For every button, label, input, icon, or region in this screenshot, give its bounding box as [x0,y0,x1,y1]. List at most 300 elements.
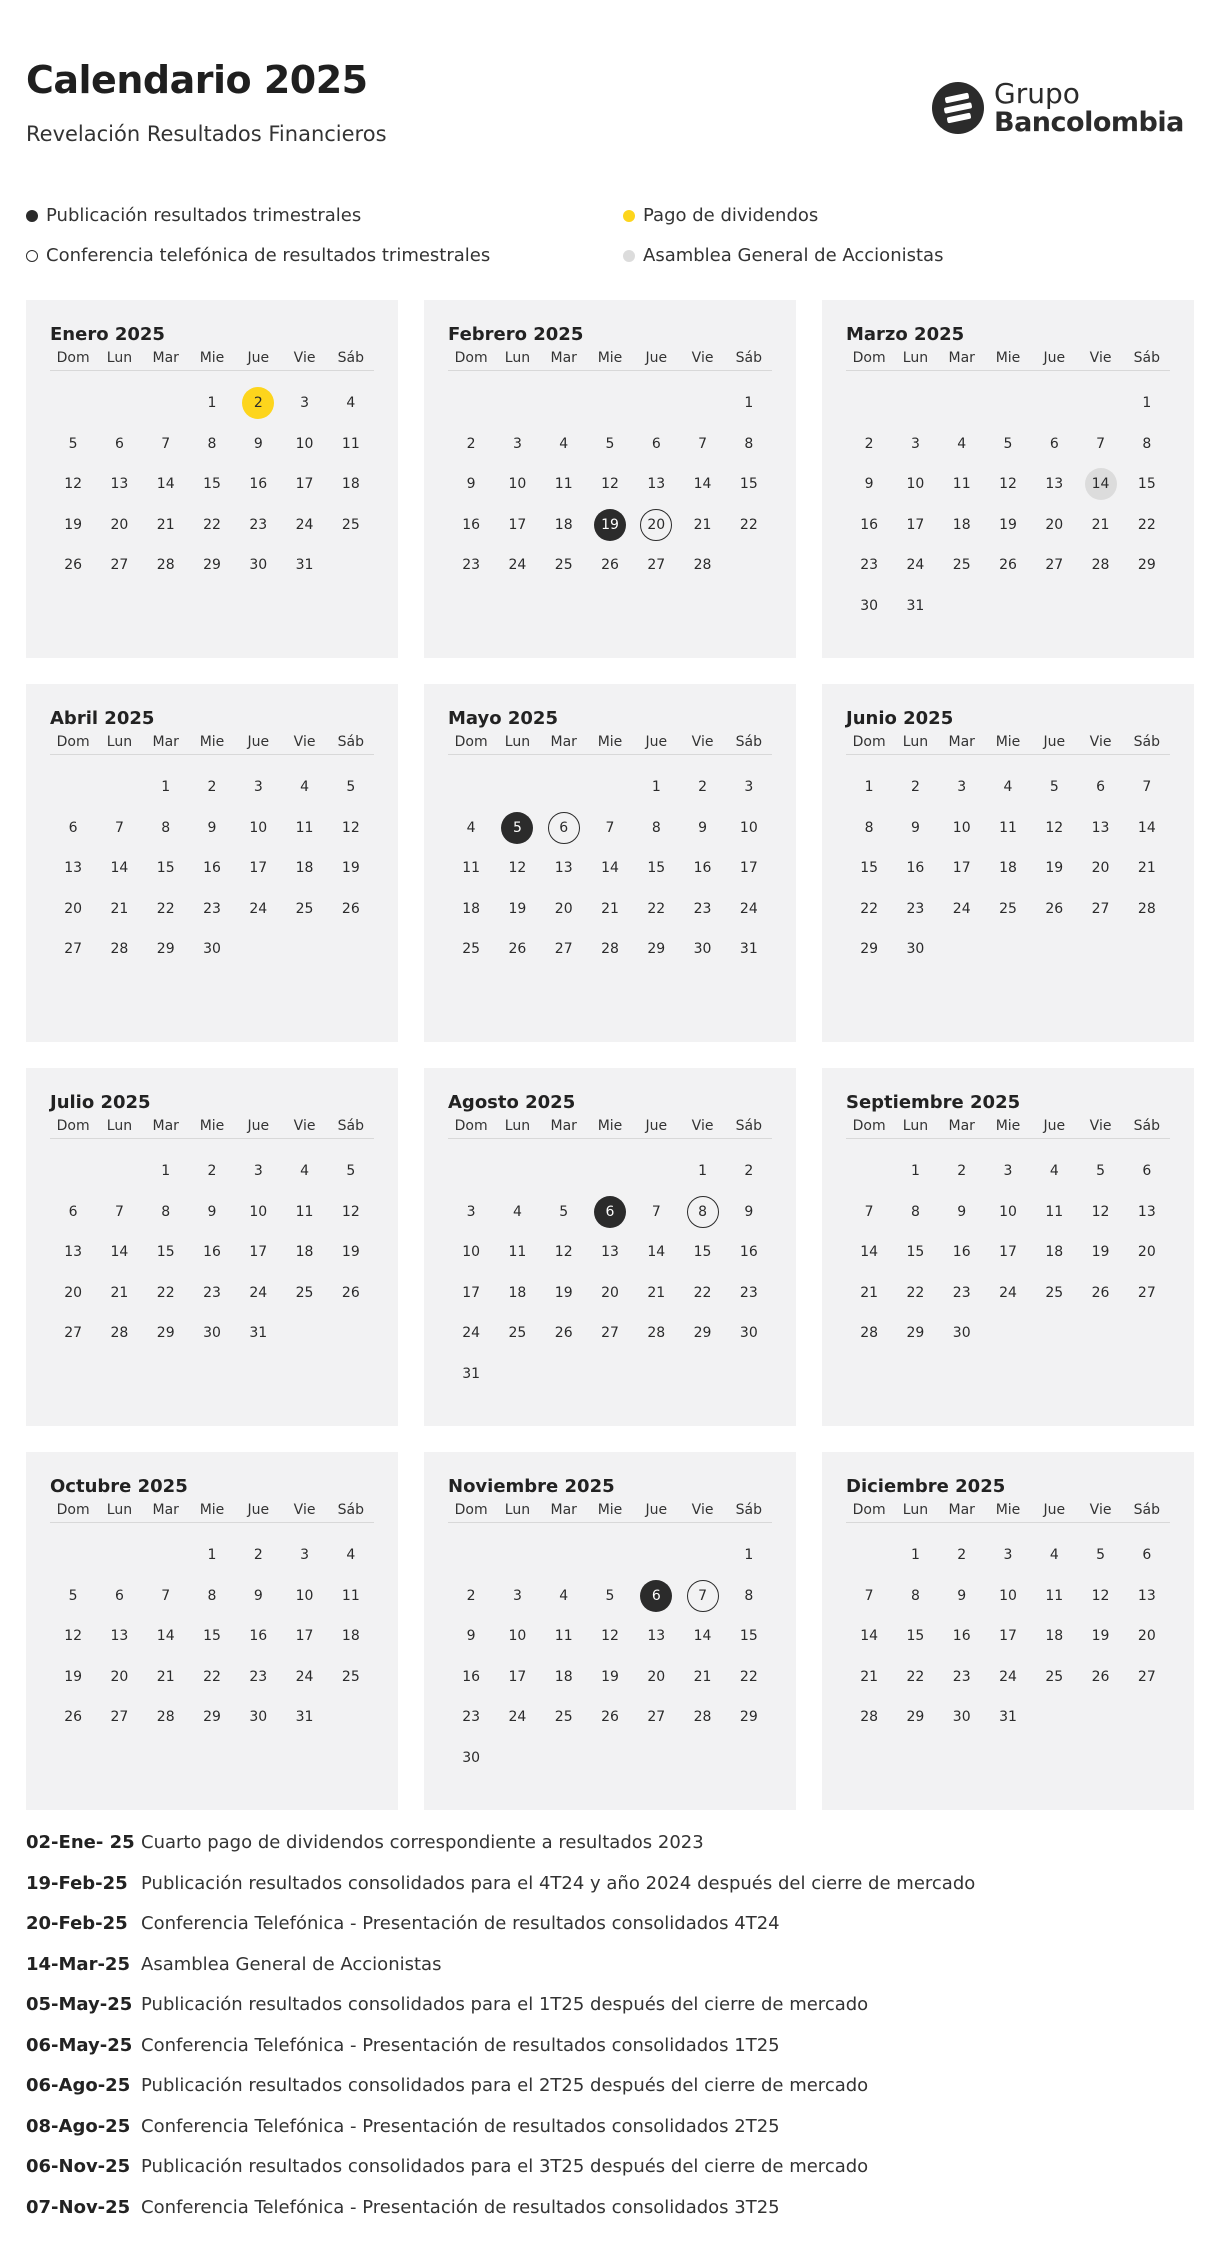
day-number: 19 [999,516,1017,533]
day-number: 13 [1045,476,1064,493]
day-number: 18 [554,1668,573,1685]
month-card [424,300,796,658]
day-number: 3 [744,779,754,796]
weekday-label: Lun [902,734,929,750]
day-number: 4 [559,1587,569,1604]
empty-day-cell [448,1151,494,1192]
day-cell [939,1657,985,1698]
day-number: 11 [554,476,573,493]
event-description: Publicación resultados consolidados para el 1T25 después del cierre de mercado [141,1994,869,2015]
day-number: 17 [508,516,527,533]
day-number: 28 [1137,900,1156,917]
month-card [822,300,1194,658]
day-cell [189,1657,235,1698]
day-cell [541,1192,587,1233]
day-cell [679,1657,725,1698]
day-number: 30 [693,941,712,958]
day-number: 28 [693,1709,712,1726]
day-cell [494,545,540,586]
weekday-label: Jue [247,1502,270,1518]
day-number: 7 [698,435,708,452]
day-cell [50,1616,96,1657]
day-cell [143,1151,189,1192]
day-number: 9 [957,1587,967,1604]
day-cell [143,929,189,970]
weekday-header [448,1502,772,1523]
day-cell [892,1192,938,1233]
event-description: Cuarto pago de dividendos correspondiente a resultados 2023 [141,1832,704,1853]
day-cell [633,1616,679,1657]
days-grid [448,1535,772,1778]
day-number: 15 [1137,476,1156,493]
days-grid [846,1151,1170,1354]
day-number: 12 [601,1628,619,1645]
event-row [26,1994,1186,2035]
day-number: 20 [640,509,672,541]
day-number: 26 [64,1709,83,1726]
day-number: 18 [341,476,360,493]
day-cell [328,767,374,808]
day-number: 31 [462,1365,481,1382]
day-cell [1077,505,1123,546]
day-number: 24 [739,900,758,917]
day-number: 27 [1091,900,1110,917]
day-cell [448,1232,494,1273]
day-cell [892,424,938,465]
day-cell [939,889,985,930]
day-number: 23 [462,557,481,574]
day-number: 16 [952,1628,971,1645]
day-number: 17 [739,860,758,877]
day-cell [50,464,96,505]
day-number: 13 [64,1244,83,1261]
empty-day-cell [143,383,189,424]
month-card [26,300,398,658]
day-number: 14 [1137,819,1156,836]
day-number: 30 [860,597,879,614]
day-cell [1077,1576,1123,1617]
day-cell [189,1313,235,1354]
weekday-label: Jue [247,350,270,366]
day-number: 18 [554,516,573,533]
day-number: 23 [249,1668,268,1685]
day-cell [985,1535,1031,1576]
day-cell [143,889,189,930]
weekday-header [50,1502,374,1523]
day-cell [96,505,142,546]
day-cell [1124,1535,1170,1576]
day-cell [541,1576,587,1617]
day-cell [50,808,96,849]
day-number: 28 [693,557,712,574]
day-cell [985,424,1031,465]
day-number: 16 [249,476,268,493]
day-number: 20 [64,900,83,917]
day-cell [494,889,540,930]
day-number: 14 [110,1244,129,1261]
day-number: 23 [203,1284,221,1301]
events-list [26,1832,1186,2237]
day-number: 1 [698,1163,708,1180]
page-title: Calendario 2025 [26,58,368,102]
day-cell [50,848,96,889]
day-number: 10 [999,1203,1017,1220]
day-number: 30 [203,941,221,958]
day-number: 13 [1137,1203,1156,1220]
day-number: 20 [601,1284,619,1301]
day-cell [587,1232,633,1273]
day-cell [143,1273,189,1314]
day-number: 20 [110,516,129,533]
day-number: 2 [910,779,920,796]
day-number: 29 [693,1325,712,1342]
day-cell [96,1192,142,1233]
legend-label: Publicación resultados trimestrales [46,205,362,226]
day-number: 3 [910,435,920,452]
day-number: 17 [295,476,314,493]
day-number: 30 [203,1325,221,1342]
day-cell [939,1232,985,1273]
weekday-label: Mar [550,734,577,750]
day-number: 20 [1091,860,1110,877]
day-number: 22 [739,1668,758,1685]
day-cell [892,1535,938,1576]
empty-day-cell [985,383,1031,424]
day-cell [985,545,1031,586]
day-cell [1031,505,1077,546]
day-cell [96,424,142,465]
day-number: 21 [601,900,619,917]
day-cell [189,1535,235,1576]
day-number: 11 [999,819,1017,836]
day-cell [587,1657,633,1698]
day-number: 1 [161,1163,171,1180]
day-cell [235,1151,281,1192]
day-number: 16 [462,1668,481,1685]
empty-day-cell [143,1535,189,1576]
weekday-label: Dom [454,1118,488,1134]
day-cell [939,1192,985,1233]
day-number: 31 [999,1709,1017,1726]
day-number: 18 [508,1284,527,1301]
weekday-label: Jue [247,1118,270,1134]
day-number: 2 [253,1547,263,1564]
day-cell [328,808,374,849]
day-number: 24 [462,1325,481,1342]
day-number: 16 [952,1244,971,1261]
day-cell-conf [679,1192,725,1233]
day-cell-results [633,1576,679,1617]
weekday-label: Vie [1089,1118,1112,1134]
day-cell [494,1697,540,1738]
day-cell [726,1273,772,1314]
day-number: 6 [114,1587,124,1604]
event-description: Conferencia Telefónica - Presentación de resultados consolidados 2T25 [141,2115,780,2137]
day-cell [633,889,679,930]
day-number: 28 [110,1325,129,1342]
day-number: 26 [554,1325,573,1342]
empty-day-cell [96,767,142,808]
weekday-label: Sáb [735,1118,763,1134]
day-cell [541,889,587,930]
day-cell [143,1576,189,1617]
weekday-label: Jue [645,1502,668,1518]
weekday-label: Jue [1043,1118,1066,1134]
day-number: 12 [508,860,527,877]
month-title: Enero 2025 [50,324,165,345]
day-cell [1077,1535,1123,1576]
day-number: 15 [739,476,758,493]
bancolombia-logo [932,77,1184,138]
day-cell [726,383,772,424]
day-cell [281,1657,327,1698]
day-cell [1031,1151,1077,1192]
day-number: 12 [1091,1587,1110,1604]
day-cell [189,1232,235,1273]
day-cell [679,1697,725,1738]
day-number: 23 [952,1284,971,1301]
day-number: 29 [739,1709,758,1726]
day-cell [281,464,327,505]
day-cell [494,1576,540,1617]
day-cell [587,1313,633,1354]
day-cell [328,1232,374,1273]
day-number: 19 [64,1668,83,1685]
day-number: 3 [512,1587,522,1604]
day-cell [633,1273,679,1314]
day-cell [726,1657,772,1698]
days-grid [50,1535,374,1738]
day-cell [892,1697,938,1738]
day-cell [541,929,587,970]
day-number: 21 [647,1284,666,1301]
day-cell [587,808,633,849]
day-number: 4 [1049,1547,1059,1564]
event-row [26,1954,1186,1995]
day-number: 1 [207,1547,217,1564]
empty-day-cell [679,1535,725,1576]
day-number: 8 [651,819,661,836]
day-number: 3 [253,779,263,796]
weekday-label: Dom [852,350,886,366]
day-cell [1031,424,1077,465]
day-cell [50,424,96,465]
day-number: 26 [601,557,619,574]
day-cell [189,1616,235,1657]
day-cell [939,464,985,505]
day-cell [633,1697,679,1738]
day-cell [846,1313,892,1354]
day-cell [448,1192,494,1233]
day-cell [143,464,189,505]
weekday-label: Mie [199,734,225,750]
month-title: Noviembre 2025 [448,1476,615,1497]
day-cell [143,1232,189,1273]
day-cell [985,1232,1031,1273]
month-title: Abril 2025 [50,708,155,729]
day-number: 17 [295,1628,314,1645]
weekday-label: Jue [645,734,668,750]
day-cell [892,1151,938,1192]
day-cell [494,464,540,505]
day-number: 24 [249,900,268,917]
weekday-label: Vie [293,350,316,366]
day-cell [189,464,235,505]
day-cell [328,1273,374,1314]
day-number: 1 [744,395,754,412]
day-cell [189,889,235,930]
empty-day-cell [448,767,494,808]
day-cell [846,767,892,808]
day-number: 23 [739,1284,758,1301]
empty-day-cell [448,383,494,424]
event-row [26,1873,1186,1914]
empty-day-cell [494,767,540,808]
day-number: 11 [952,476,971,493]
day-number: 2 [864,435,874,452]
day-cell [189,1273,235,1314]
day-cell [541,1697,587,1738]
day-number: 29 [647,941,666,958]
day-cell [281,848,327,889]
day-cell [448,1273,494,1314]
weekday-label: Sáb [735,1502,763,1518]
day-number: 5 [559,1203,569,1220]
day-number: 19 [594,509,626,541]
weekday-label: Mar [152,1118,179,1134]
weekday-header [50,1118,374,1139]
weekday-label: Mar [152,734,179,750]
day-cell [726,1616,772,1657]
days-grid [846,383,1170,626]
day-number: 28 [860,1709,879,1726]
day-number: 18 [462,900,481,917]
day-number: 23 [860,557,879,574]
day-number: 4 [1049,1163,1059,1180]
day-cell [1124,1232,1170,1273]
day-cell [50,1576,96,1617]
day-cell [189,1576,235,1617]
day-cell [50,889,96,930]
day-number: 19 [341,1244,360,1261]
day-number: 1 [207,395,217,412]
day-number: 27 [647,557,666,574]
day-cell [96,1313,142,1354]
day-number: 6 [548,812,580,844]
day-cell [281,1151,327,1192]
day-number: 5 [346,1163,356,1180]
weekday-header [448,350,772,371]
day-number: 26 [508,941,527,958]
day-number: 28 [860,1325,879,1342]
day-cell [235,1192,281,1233]
day-number: 14 [693,476,712,493]
day-number: 20 [1137,1244,1156,1261]
event-description: Asamblea General de Accionistas [141,1953,442,1975]
day-number: 3 [300,1547,310,1564]
day-cell [494,1232,540,1273]
day-cell [587,424,633,465]
day-cell [587,929,633,970]
day-cell [494,848,540,889]
day-cell [281,808,327,849]
day-cell [1124,464,1170,505]
empty-day-cell [50,383,96,424]
day-number: 17 [249,1244,268,1261]
empty-day-cell [494,1151,540,1192]
day-cell [96,1232,142,1273]
day-number: 11 [1045,1587,1064,1604]
day-cell [1031,1616,1077,1657]
day-cell [726,929,772,970]
day-cell [328,1657,374,1698]
day-number: 7 [651,1203,661,1220]
day-cell [189,767,235,808]
month-card [424,684,796,1042]
weekday-label: Lun [106,350,133,366]
weekday-header [846,734,1170,755]
weekday-label: Lun [504,1118,531,1134]
legend-item-conference [26,245,490,266]
weekday-header [846,1502,1170,1523]
day-cell [494,1192,540,1233]
day-cell [143,848,189,889]
day-cell [96,545,142,586]
day-cell [448,1354,494,1395]
day-number: 4 [300,1163,310,1180]
day-number: 27 [110,1709,129,1726]
day-cell [892,1616,938,1657]
day-number: 27 [110,557,129,574]
day-number: 5 [68,435,78,452]
weekday-header [448,1118,772,1139]
day-number: 29 [906,1325,925,1342]
day-number: 21 [110,1284,129,1301]
day-number: 20 [110,1668,129,1685]
day-number: 25 [1045,1284,1064,1301]
day-number: 27 [1137,1284,1156,1301]
day-number: 8 [687,1196,719,1228]
day-cell [985,505,1031,546]
day-number: 3 [1003,1547,1013,1564]
day-number: 4 [346,395,356,412]
day-cell [328,464,374,505]
day-number: 6 [651,435,661,452]
empty-day-cell [939,383,985,424]
day-cell [1124,383,1170,424]
day-cell [494,1657,540,1698]
day-number: 7 [114,1203,124,1220]
event-description: Publicación resultados consolidados para el 3T25 después del cierre de mercado [141,2156,869,2177]
day-cell [1124,767,1170,808]
day-number: 26 [341,1284,360,1301]
day-number: 30 [906,941,925,958]
day-number: 9 [864,476,874,493]
day-cell [892,929,938,970]
empty-day-cell [50,767,96,808]
day-number: 30 [952,1709,971,1726]
day-number: 16 [693,860,712,877]
day-cell [633,424,679,465]
day-number: 5 [501,812,533,844]
event-row [26,1913,1186,1954]
yellow-circle-icon [623,210,635,222]
day-cell [846,1192,892,1233]
day-number: 16 [462,516,481,533]
day-cell [494,424,540,465]
day-cell [1124,848,1170,889]
day-number: 15 [906,1244,925,1261]
